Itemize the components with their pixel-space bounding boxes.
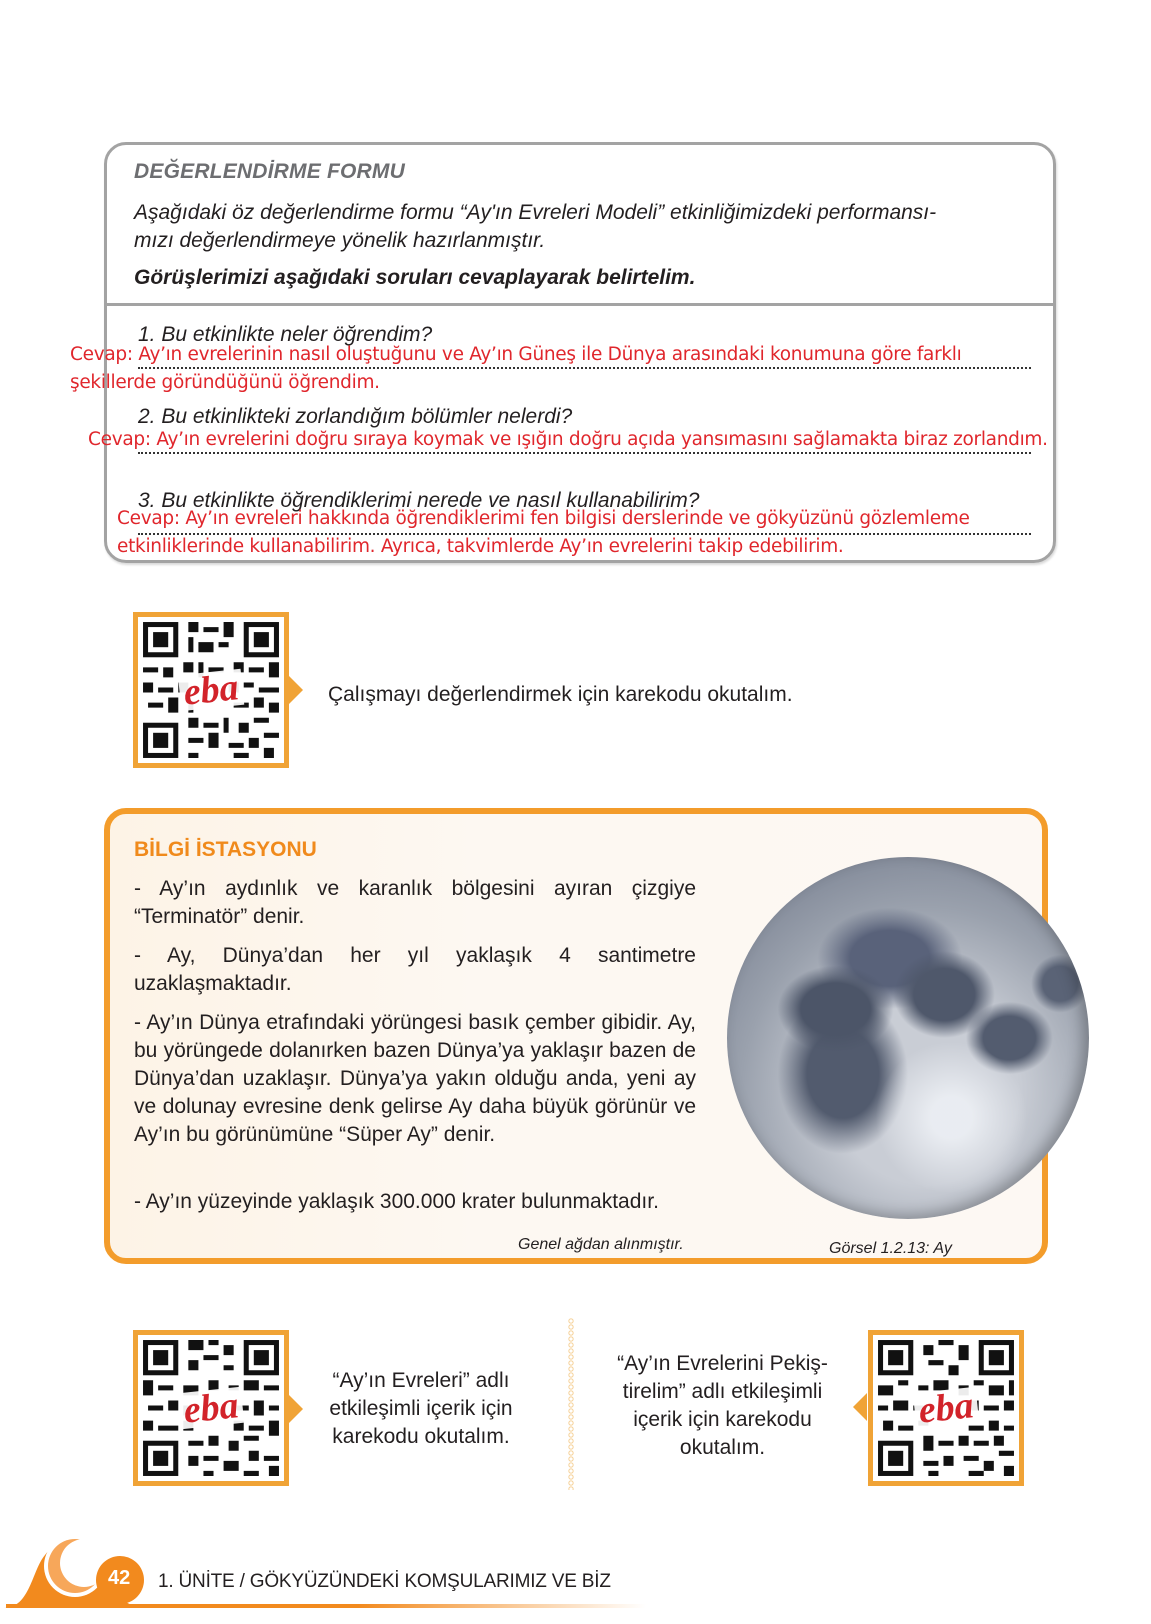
- moon-image-caption: Görsel 1.2.13: Ay: [829, 1240, 952, 1257]
- qr-code-moon-phases[interactable]: [133, 1330, 289, 1486]
- answer-3-line-1: Cevap: Ay’ın evreleri hakkında öğrendiklerimi fen bilgisi derslerinde ve gökyüzünü gözlemleme: [117, 508, 970, 529]
- caption-line: “Ay’ın Evrelerini Pekiş-: [617, 1352, 828, 1375]
- form-divider: [106, 303, 1054, 306]
- answer-line-3[interactable]: [138, 533, 1031, 535]
- question-2: 2. Bu etkinlikteki zorlandığım bölümler nelerdi?: [138, 405, 573, 428]
- answer-2-line-1: Cevap: Ay’ın evrelerini doğru sıraya koymak ve ışığın doğru açıda yansımasını sağlamakta biraz zorlandım.: [88, 429, 1048, 450]
- caption-line: tirelim” adlı etkileşimli: [622, 1380, 823, 1403]
- source-note: Genel ağdan alınmıştır.: [518, 1236, 684, 1253]
- answer-3-line-2: etkinliklerinde kullanabilirim. Ayrıca, takvimlerde Ay’ın evrelerini takip edebilirim.: [117, 536, 844, 557]
- info-paragraph-2: - Ay, Dünya’dan her yıl yaklaşık 4 santimetre uzaklaşmaktadır.: [134, 944, 696, 995]
- eba-logo: eba: [913, 1387, 979, 1429]
- arrow-right-icon: [289, 676, 303, 704]
- qr-code-evaluate[interactable]: [133, 612, 289, 768]
- arrow-right-icon: [289, 1395, 303, 1423]
- caption-line: “Ay’ın Evreleri” adlı: [332, 1369, 510, 1392]
- answer-line-2[interactable]: [138, 452, 1031, 454]
- unit-title: 1. ÜNİTE / GÖKYÜZÜNDEKİ KOMŞULARIMIZ VE BİZ: [158, 1571, 611, 1592]
- caption-line: etkileşimli içerik için: [329, 1397, 513, 1420]
- info-paragraph-3: - Ay’ın Dünya etrafındaki yörüngesi basık çember gibidir. Ay, bu yörüngede dolanırken bazen Dünya’ya yaklaşır bazen de Dünya’dan uzaklaşır. Dünya’ya yakın olduğu anda, yeni ay ve dolunay evresine denk gelirse Ay daha büyük görünür ve Ay’ın bu görünümüne “Süper Ay” denir.: [134, 1011, 696, 1146]
- crescent-moon-logo-icon: [0, 1530, 160, 1610]
- qr-reinforce-caption: [590, 1350, 855, 1462]
- info-station-title: BİLGİ İSTASYONU: [134, 838, 317, 861]
- arrow-left-icon: [853, 1393, 867, 1421]
- question-3: 3. Bu etkinlikte öğrendiklerimi nerede ve nasıl kullanabilirim?: [138, 489, 700, 512]
- qr-moon-phases-caption: [316, 1367, 526, 1451]
- moon-image: [727, 857, 1089, 1219]
- evaluation-form-title: DEĞERLENDİRME FORMU: [134, 160, 405, 183]
- question-1: 1. Bu etkinlikte neler öğrendim?: [138, 323, 433, 346]
- dotted-separator: [568, 1318, 574, 1490]
- intro-line-2: mızı değerlendirmeye yönelik hazırlanmıştır.: [134, 229, 546, 252]
- info-paragraph-4: - Ay’ın yüzeyinde yaklaşık 300.000 krater bulunmaktadır.: [134, 1190, 659, 1213]
- page-number: 42: [108, 1567, 131, 1589]
- eba-logo: eba: [178, 669, 244, 711]
- answer-1-line-2: şekillerde göründüğünü öğrendim.: [70, 372, 380, 393]
- qr-evaluate-caption: Çalışmayı değerlendirmek için karekodu okutalım.: [328, 683, 793, 706]
- footer-line: [6, 1604, 646, 1608]
- evaluation-form-intro: [134, 199, 1029, 255]
- caption-line: okutalım.: [679, 1436, 766, 1459]
- caption-line: içerik için karekodu: [633, 1408, 812, 1431]
- intro-line-1: Aşağıdaki öz değerlendirme formu “Ay'ın Evreleri Modeli” etkinliğimizdeki performansı-: [134, 201, 937, 224]
- evaluation-form-instruction: Görüşlerimizi aşağıdaki soruları cevaplayarak belirtelim.: [134, 266, 696, 289]
- qr-code-reinforce[interactable]: [868, 1330, 1024, 1486]
- caption-line: karekodu okutalım.: [332, 1425, 510, 1448]
- info-paragraph-1: - Ay’ın aydınlık ve karanlık bölgesini ayıran çizgiye “Terminatör” denir.: [134, 877, 696, 928]
- answer-line-1[interactable]: [138, 367, 1031, 369]
- eba-logo: eba: [178, 1387, 244, 1429]
- answer-1-line-1: Cevap: Ay’ın evrelerinin nasıl oluştuğunu ve Ay’ın Güneş ile Dünya arasındaki konumuna göre farklı: [70, 344, 962, 365]
